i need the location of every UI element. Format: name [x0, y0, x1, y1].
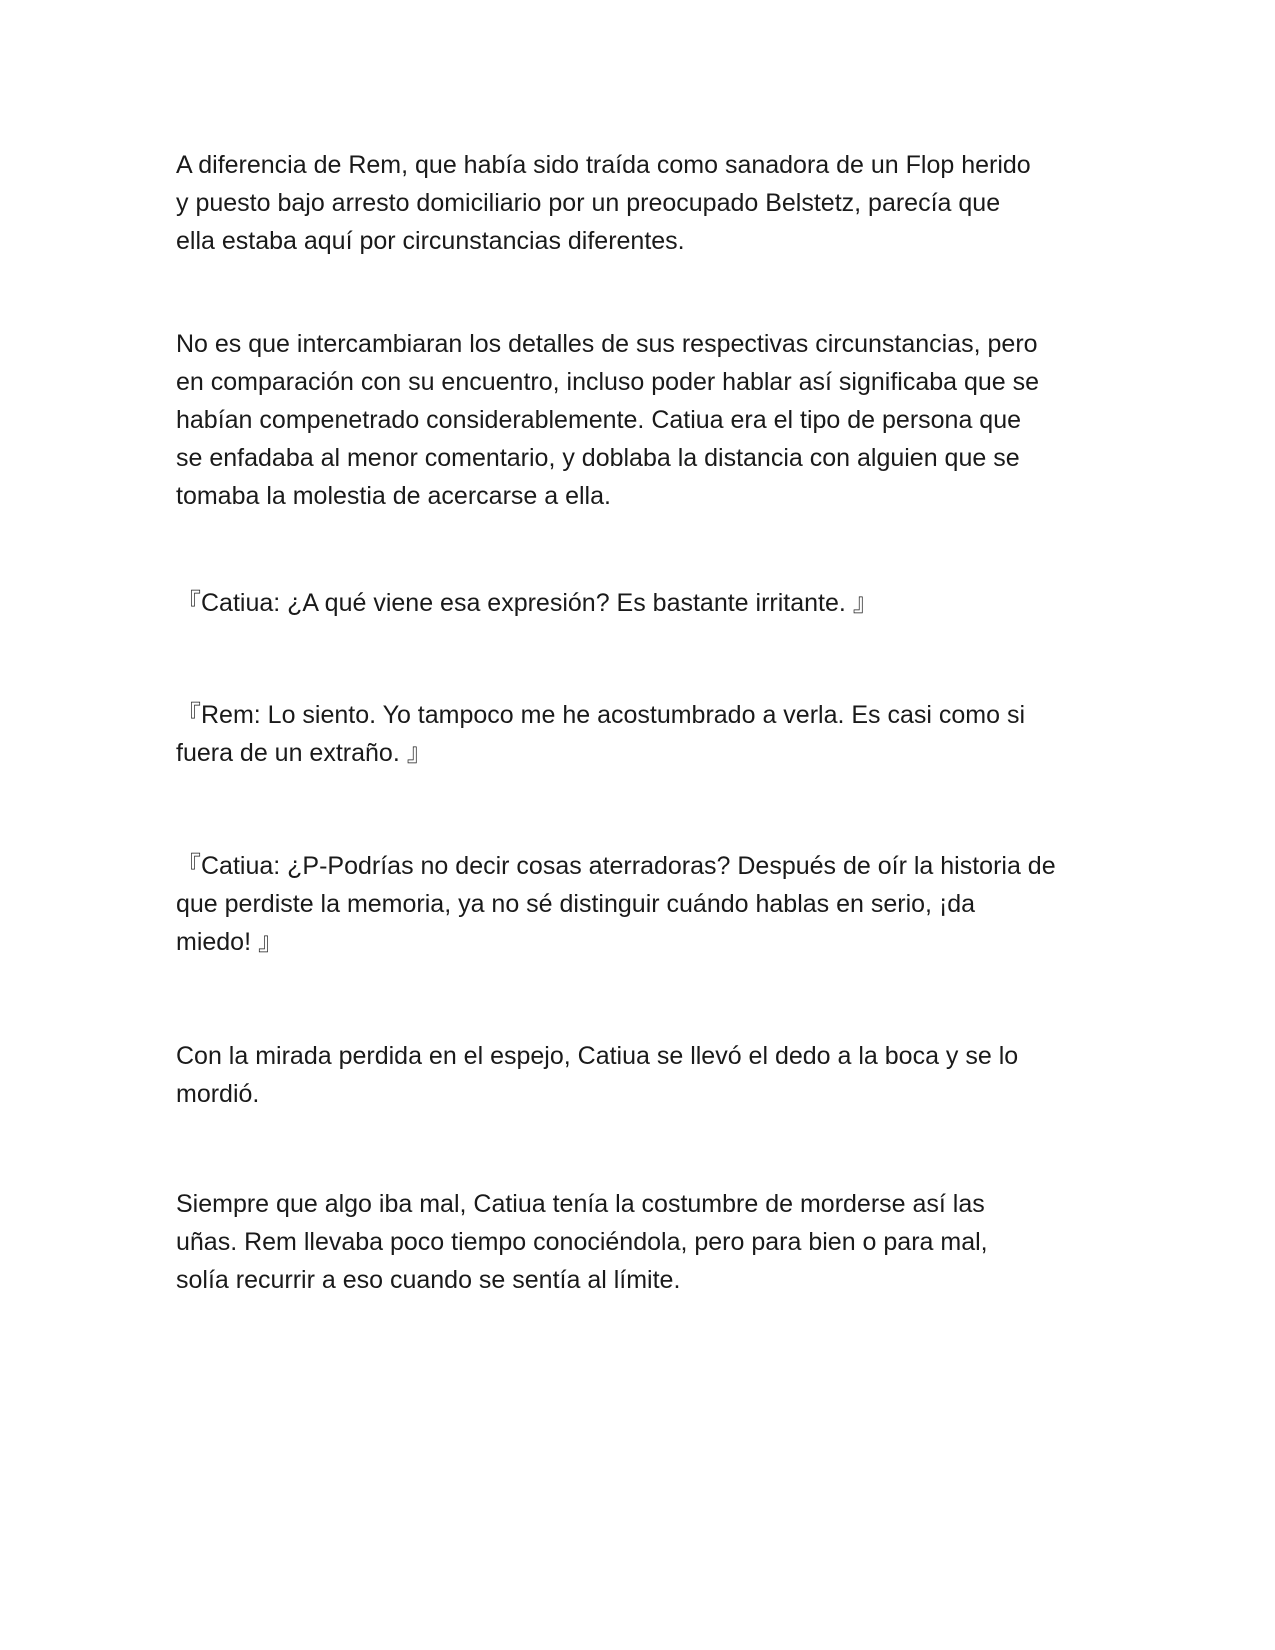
dialogue-rem-1-line-2: fuera de un extraño. 』: [176, 739, 432, 767]
paragraph-4-line-3: solía recurrir a eso cuando se sentía al límite.: [176, 1266, 681, 1294]
paragraph-2-line-2: en comparación con su encuentro, incluso poder hablar así significaba que se: [176, 368, 1040, 396]
dialogue-catiua-1-line-1: 『Catiua: ¿A qué viene esa expresión? Es bastante irritante. 』: [176, 589, 878, 617]
dialogue-catiua-2-line-1: 『Catiua: ¿P-Podrías no decir cosas aterradoras? Después de oír la historia de: [176, 852, 1056, 880]
paragraph-2-line-5: tomaba la molestia de acercarse a ella.: [176, 482, 611, 510]
paragraph-1: [176, 146, 1106, 260]
paragraph-1-line-2: y puesto bajo arresto domiciliario por un preocupado Belstetz, parecía que: [176, 189, 1001, 217]
paragraph-2-line-1: No es que intercambiaran los detalles de sus respectivas circunstancias, pero: [176, 330, 1038, 358]
dialogue-catiua-2: [176, 847, 1106, 961]
dialogue-rem-1: [176, 696, 1106, 772]
paragraph-3-line-1: Con la mirada perdida en el espejo, Catiua se llevó el dedo a la boca y se lo: [176, 1042, 1019, 1070]
paragraph-2-line-3: habían compenetrado considerablemente. Catiua era el tipo de persona que: [176, 406, 1022, 434]
paragraph-3-line-2: mordió.: [176, 1080, 260, 1108]
dialogue-catiua-1: [176, 584, 1106, 622]
paragraph-4: [176, 1185, 1106, 1299]
paragraph-4-line-2: uñas. Rem llevaba poco tiempo conociéndola, pero para bien o para mal,: [176, 1228, 988, 1256]
paragraph-4-line-1: Siempre que algo iba mal, Catiua tenía la costumbre de morderse así las: [176, 1190, 985, 1218]
dialogue-rem-1-line-1: 『Rem: Lo siento. Yo tampoco me he acostumbrado a verla. Es casi como si: [176, 701, 1026, 729]
dialogue-catiua-2-line-3: miedo! 』: [176, 928, 283, 956]
paragraph-3: [176, 1037, 1106, 1113]
paragraph-1-line-1: A diferencia de Rem, que había sido traída como sanadora de un Flop herido: [176, 151, 1031, 179]
dialogue-catiua-2-line-2: que perdiste la memoria, ya no sé distinguir cuándo hablas en serio, ¡da: [176, 890, 976, 918]
paragraph-2-line-4: se enfadaba al menor comentario, y doblaba la distancia con alguien que se: [176, 444, 1020, 472]
paragraph-2: [176, 325, 1106, 515]
paragraph-1-line-3: ella estaba aquí por circunstancias diferentes.: [176, 227, 685, 255]
